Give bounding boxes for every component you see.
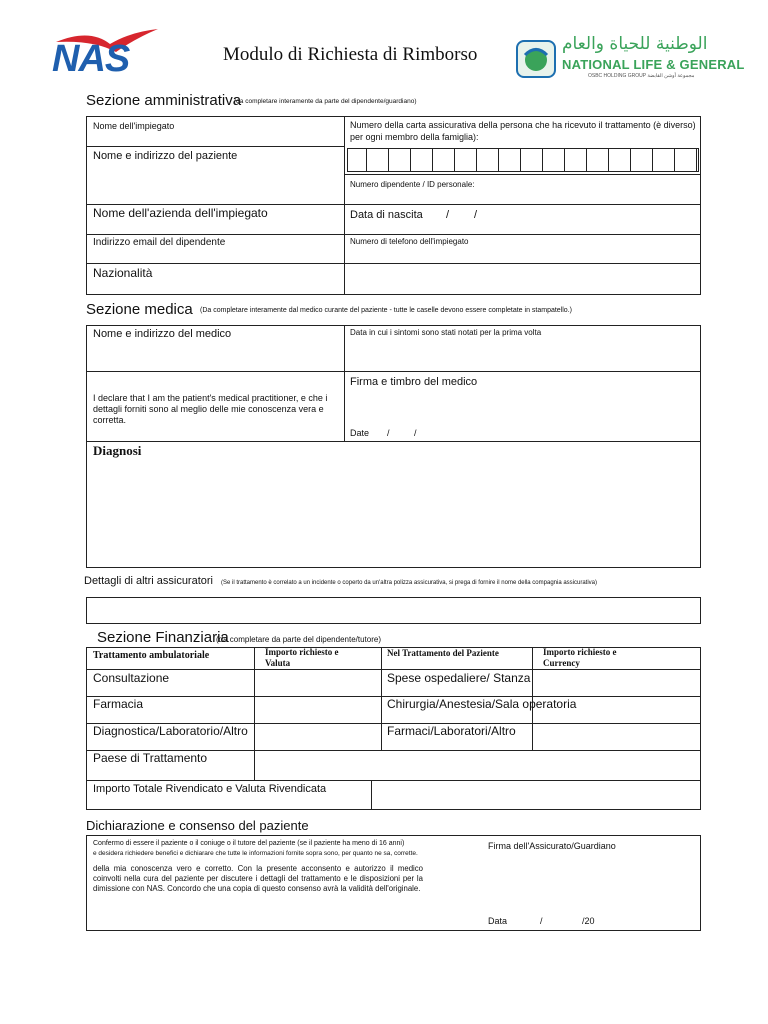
company-name-label: Nome dell'azienda dell'impiegato [93,206,268,220]
col-amount-header-2: Importo richiesto e Currency [543,647,617,668]
symptoms-date-label: Data in cui i sintomi sono stati notati per la prima volta [350,328,542,337]
doctor-signature-label: Firma e timbro del medico [350,376,478,388]
col-outpatient-header: Trattamento ambulatoriale [93,650,210,661]
employee-name-label: Nome dell'impiegato [93,121,175,131]
employee-name-field[interactable] [87,134,343,145]
medicines-amount-field[interactable] [533,724,700,749]
other-insurers-field[interactable] [86,597,701,624]
row-medicines-label: Farmaci/Laboratori/Altro [387,724,516,738]
consent-paragraph: della mia conoscenza vero e corretto. Con la presente acconsento e autorizzo il medico coinvolti nella cura del paziente per discutere i dettagli del trattamento e le disposizioni per la dimissione con NAS. Concordo che una copia di questo consenso avrà la validità dell'originale. [93,864,423,893]
insured-signature-label: Firma dell'Assicurato/Guardiano [488,841,616,851]
col-amount-header-1: Importo richiesto e Valuta [265,647,339,668]
dob-label: Data di nascita [350,209,423,221]
patient-name-address-label: Nome e indirizzo del paziente [93,150,238,162]
nas-logo [50,26,162,80]
total-claimed-field[interactable] [372,781,700,809]
insurance-card-label-1: Numero della carta assicurativa della persona che ha ricevuto il trattamento (è diverso) [350,120,696,130]
dob-slash-2: / [474,209,478,221]
email-label: Indirizzo email del dipendente [93,237,226,248]
doctor-date-label: Date [350,428,370,438]
row-hospital-room-label: Spese ospedaliere/ Stanza [387,671,531,685]
insurance-card-number-boxes[interactable] [347,148,699,172]
doctor-name-address-label: Nome e indirizzo del medico [93,328,232,340]
consent-line-1: Confermo di essere il paziente o il coniuge o il tutore del paziente (se il paziente ha meno di 16 anni) [93,840,405,847]
other-insurers-note: (Se il trattamento è correlato a un incidente o coperto da un'altra polizza assicurativa, si prega di fornire il nome della compagnia assicurativa) [221,580,598,586]
nlg-group-tagline: OSBC HOLDING GROUP مجموعة أوشن القابضة [588,73,695,79]
doctor-date-slash-2: / [414,428,417,438]
consent-date-year: /20 [582,916,595,926]
employee-id-label: Numero dipendente / ID personale: [350,180,475,189]
medical-section-note: (Da completare interamente dal medico curante del paziente - tutte le caselle devono essere completate in stampatello.) [200,307,572,314]
nationality-label: Nazionalità [93,266,153,280]
surgery-amount-field[interactable] [533,697,700,722]
row-diagnostics-label: Diagnostica/Laboratorio/Altro [93,724,248,738]
consent-date-slash: / [540,916,543,926]
insured-signature-field[interactable] [488,855,696,905]
phone-label: Numero di telefono dell'impiegato [350,237,469,246]
other-insurers-heading: Dettagli di altri assicuratori [84,575,213,587]
admin-section-note: (da completare interamente da parte del dipendente/guardiano) [234,98,417,105]
country-of-treatment-label: Paese di Trattamento [93,751,208,765]
nlg-logo [516,34,752,84]
diagnosis-label: Diagnosi [93,443,142,458]
consent-date-label: Data [488,916,508,926]
row-consultation-label: Consultazione [93,671,170,685]
diagnostics-amount-field[interactable] [255,724,380,749]
nas-logo-text: NAS [52,38,130,80]
hospital-room-amount-field[interactable] [533,670,700,695]
consent-section-heading: Dichiarazione e consenso del paziente [86,818,309,833]
page-title: Modulo di Richiesta di Rimborso [223,44,478,65]
country-of-treatment-field[interactable] [255,751,700,779]
nlg-emblem-icon [516,40,556,78]
finance-section-note: (da completare da parte del dipendente/tutore) [216,635,381,644]
finance-section-heading: Sezione Finanziaria [97,629,229,646]
nlg-english-name: NATIONAL LIFE & GENERAL [562,57,745,72]
row-surgery-label: Chirurgia/Anestesia/Sala operatoria [387,697,577,711]
medical-section-heading: Sezione medica [86,301,193,318]
consultation-amount-field[interactable] [255,670,380,695]
total-claimed-label: Importo Totale Rivendicato e Valuta Rivendicata [93,783,327,795]
col-inpatient-header: Nel Trattamento del Paziente [387,648,499,658]
admin-section-heading: Sezione amministrativa [86,92,242,109]
diagnosis-field[interactable] [87,462,699,566]
dob-slash-1: / [446,209,450,221]
consent-line-2: e desidera richiedere benefici e dichiarare che tutte le informazioni fornite sopra sono, per quanto ne sa, corrette. [93,850,418,857]
row-pharmacy-label: Farmacia [93,697,144,711]
practitioner-declaration: I declare that I am the patient's medical practitioner, e che i dettagli forniti sono al meglio delle mie conoscenza vera e corretta. [93,393,328,425]
pharmacy-amount-field[interactable] [255,697,380,722]
doctor-date-slash-1: / [387,428,390,438]
nlg-arabic-name: الوطنية للحياة والعام [562,34,708,54]
insurance-card-label-2: per ogni membro della famiglia): [350,132,479,142]
patient-name-address-field[interactable] [87,166,343,203]
